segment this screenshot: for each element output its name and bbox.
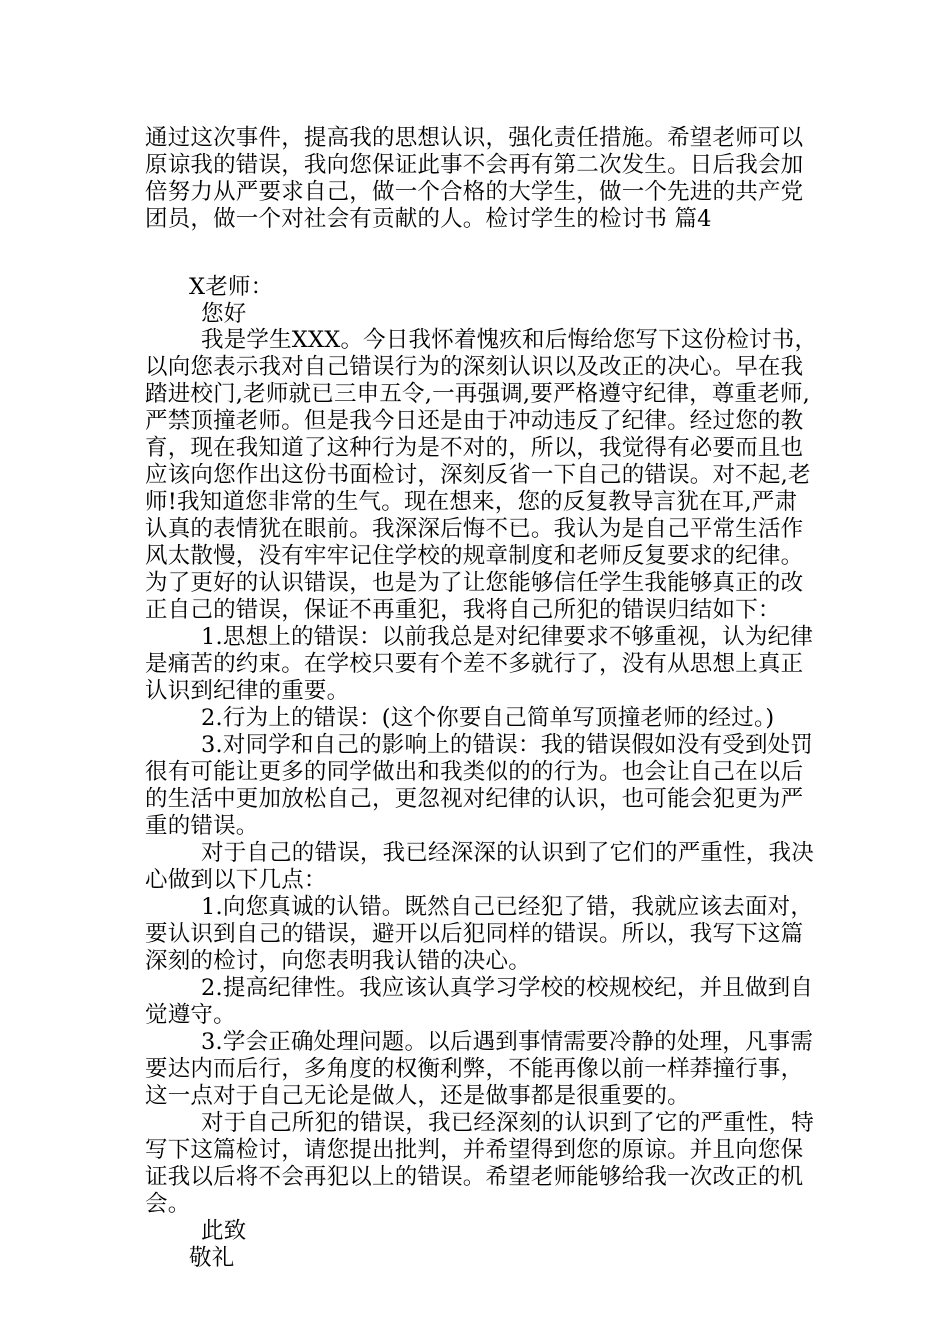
text-line: 心做到以下几点： — [145, 867, 327, 893]
text-line: 证我以后将不会再犯以上的错误。希望老师能够给我一次改正的机 — [145, 1164, 804, 1190]
text-line: 严禁顶撞老师。但是我今日还是由于冲动违反了纪律。经过您的教 — [145, 408, 804, 434]
text-line: 的生活中更加放松自己，更忽视对纪律的认识，也可能会犯更为严 — [145, 786, 804, 812]
text-line: 深刻的检讨，向您表明我认错的决心。 — [145, 948, 531, 974]
text-line: 3.对同学和自己的影响上的错误：我的错误假如没有受到处罚 — [201, 732, 814, 758]
text-line: 会。 — [145, 1191, 191, 1217]
text-line: 我是学生XXX。今日我怀着愧疚和后悔给您写下这份检讨书， — [201, 327, 818, 353]
text-line: 原谅我的错误，我向您保证此事不会再有第二次发生。日后我会加 — [145, 152, 804, 178]
text-line: 风太散慢，没有牢牢记住学校的规章制度和老师反复要求的纪律。 — [145, 543, 804, 569]
closing-line: 此致 — [201, 1218, 247, 1244]
text-line: 正自己的错误，保证不再重犯，我将自己所犯的错误归结如下： — [145, 597, 781, 623]
text-line: 要达内而后行，多角度的权衡利弊，不能再像以前一样莽撞行事， — [145, 1056, 804, 1082]
text-line: 写下这篇检讨，请您提出批判，并希望得到您的原谅。并且向您保 — [145, 1137, 804, 1163]
text-line: 对于自己所犯的错误，我已经深刻的认识到了它的严重性，特 — [201, 1110, 814, 1136]
text-line: 通过这次事件，提高我的思想认识，强化责任措施。希望老师可以 — [145, 125, 804, 151]
text-line: 3.学会正确处理问题。以后遇到事情需要冷静的处理，凡事需 — [201, 1029, 814, 1055]
text-line: 1.向您真诚的认错。既然自己已经犯了错，我就应该去面对， — [201, 894, 814, 920]
text-line: 1.思想上的错误：以前我总是对纪律要求不够重视，认为纪律 — [201, 624, 814, 650]
text-line: 2.提高纪律性。我应该认真学习学校的校规校纪，并且做到自 — [201, 975, 814, 1001]
text-line: 师!我知道您非常的生气。现在想来，您的反复教导言犹在耳,严肃 — [145, 489, 798, 515]
greeting: 您好 — [201, 301, 247, 327]
closing-respect: 敬礼 — [189, 1245, 235, 1271]
text-line: 是痛苦的约束。在学校只要有个差不多就行了，没有从思想上真正 — [145, 651, 804, 677]
text-line: 为了更好的认识错误，也是为了让您能够信任学生我能够真正的改 — [145, 570, 804, 596]
text-line: 要认识到自己的错误，避开以后犯同样的错误。所以，我写下这篇 — [145, 921, 804, 947]
salutation: X老师： — [189, 274, 274, 300]
text-line: 这一点对于自己无论是做人，还是做事都是很重要的。 — [145, 1083, 690, 1109]
text-line: 团员，做一个对社会有贡献的人。检讨学生的检讨书 篇4 — [145, 206, 712, 232]
text-line: 觉遵守。 — [145, 1002, 236, 1028]
text-line: 育，现在我知道了这种行为是不对的，所以，我觉得有必要而且也 — [145, 435, 804, 461]
text-line: 对于自己的错误，我已经深深的认识到了它们的严重性，我决 — [201, 840, 814, 866]
text-line: 踏进校门,老师就已三申五令,一再强调,要严格遵守纪律，尊重老师, — [145, 381, 811, 407]
text-line: 倍努力从严要求自己，做一个合格的大学生，做一个先进的共产党 — [145, 179, 804, 205]
text-line: 重的错误。 — [145, 813, 259, 839]
text-line: 以向您表示我对自己错误行为的深刻认识以及改正的决心。早在我 — [145, 354, 804, 380]
text-line: 认识到纪律的重要。 — [145, 678, 350, 704]
text-line: 认真的表情犹在眼前。我深深后悔不已。我认为是自己平常生活作 — [145, 516, 804, 542]
text-line: 很有可能让更多的同学做出和我类似的的行为。也会让自己在以后 — [145, 759, 804, 785]
text-line: 应该向您作出这份书面检讨，深刻反省一下自己的错误。对不起,老 — [145, 462, 811, 488]
text-line: 2.行为上的错误：(这个你要自己简单写顶撞老师的经过。) — [201, 705, 775, 731]
